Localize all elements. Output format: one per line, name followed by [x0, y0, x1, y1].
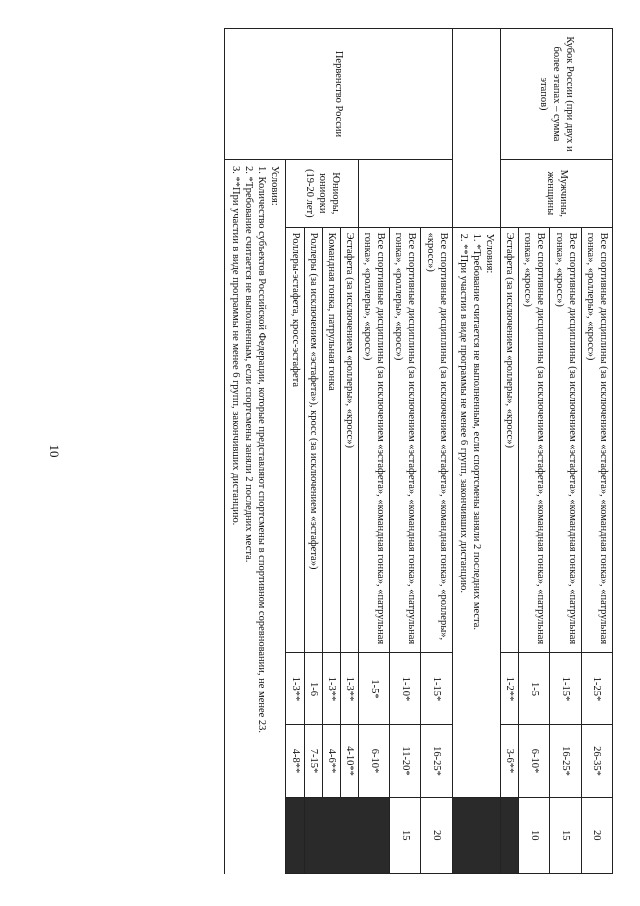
discipline-cell: Роллеры (за исключением «эстафета»), кросс (за исключением «эстафета») [304, 227, 322, 653]
shaded-cell [452, 797, 500, 873]
value-cell: 15 [550, 797, 581, 873]
group-label: Юниоры, юниорки (19-20 лет) [286, 160, 359, 228]
shaded-cell [304, 797, 390, 873]
places-cell: 1-3** [340, 653, 358, 725]
places-cell: 1-10* [390, 653, 421, 725]
page-number: 10 [47, 444, 62, 458]
discipline-cell: Роллеры-эстафета, кросс-эстафета [286, 227, 304, 653]
conditions-title: Условия: [484, 233, 496, 274]
group-label: Мужчины, женщины [501, 160, 613, 228]
table-row [421, 29, 452, 874]
discipline-cell: Все спортивные дисциплины (за исключением «эстафета», «командная гонка», «патрульная гонка», «роллеры», «кросс») [359, 227, 390, 653]
discipline-cell: Командная гонка, патрульная гонка [322, 227, 340, 653]
places-cell: 16-25* [421, 725, 452, 797]
conditions-championship [225, 160, 287, 874]
condition-line: 2. *Требование считается не выполненным, если спортсмены заняли 2 последних места. [243, 166, 255, 563]
value-cell: 10 [519, 797, 550, 873]
places-cell: 6-10* [359, 725, 390, 797]
discipline-cell: Все спортивные дисциплины (за исключением «эстафета», «командная гонка», «патрульная гонка», «кросс») [519, 227, 550, 653]
places-cell: 1-5* [359, 653, 390, 725]
places-cell: 16-25* [550, 725, 581, 797]
conditions-title: Условия: [269, 166, 281, 206]
places-cell: 4-6** [322, 725, 340, 797]
places-cell: 1-5 [519, 653, 550, 725]
qualification-table-sheet [93, 28, 613, 874]
condition-line: 2. **При участии в виде программы не менее 6 групп, закончивших дистанцию. [457, 233, 469, 593]
competition-name: Кубок России (при двух и более этапах – сумма этапов) [501, 29, 613, 160]
discipline-cell: Все спортивные дисциплины (за исключением «эстафета», «командная гонка», «патрульная гонка», «роллеры», «кросс») [390, 227, 421, 653]
conditions-cup [452, 227, 500, 797]
places-cell: 26-35* [581, 725, 612, 797]
places-cell: 1-25* [581, 653, 612, 725]
qualification-table [224, 28, 613, 874]
discipline-cell: Эстафета (за исключением «роллеры», «кросс») [340, 227, 358, 653]
blank-cell [452, 29, 500, 228]
discipline-cell: Все спортивные дисциплины (за исключением «эстафета», «командная гонка», «патрульная гонка», «роллеры», «кросс») [581, 227, 612, 653]
value-cell: 20 [581, 797, 612, 873]
places-cell: 11-20* [390, 725, 421, 797]
table-row [581, 29, 612, 874]
places-cell: 3-6** [501, 725, 519, 797]
value-cell: 15 [390, 797, 421, 873]
conditions-row [452, 29, 500, 874]
value-cell: 20 [421, 797, 452, 873]
places-cell: 6-10* [519, 725, 550, 797]
blank-cell [359, 160, 453, 228]
discipline-cell: Эстафета (за исключением «роллеры», «кросс») [501, 227, 519, 653]
places-cell: 4-10** [340, 725, 358, 797]
places-cell: 1-6 [304, 653, 322, 725]
places-cell: 7-15* [304, 725, 322, 797]
condition-line: 1. *Требование считается не выполненным, если спортсмены заняли 2 последних места. [471, 233, 482, 631]
places-cell: 1-15* [421, 653, 452, 725]
condition-line: 3. **При участии в виде программы не менее 6 групп, закончивших дистанцию. [230, 166, 242, 526]
places-cell: 1-3** [322, 653, 340, 725]
discipline-cell: Все спортивные дисциплины (за исключением «эстафета», «командная гонка», «роллеры», «кросс») [421, 227, 452, 653]
discipline-cell: Все спортивные дисциплины (за исключением «эстафета», «командная гонка», «патрульная гонка», «кросс») [550, 227, 581, 653]
competition-name: Первенство России [225, 29, 453, 160]
places-cell: 1-3** [286, 653, 304, 725]
places-cell: 1-2** [501, 653, 519, 725]
shaded-cell [501, 797, 519, 873]
places-cell: 1-15* [550, 653, 581, 725]
condition-line: 1. Количество субъектов Российской Федерации, которые представляют спортсмены в спортивном соревновании, не менее 23. [256, 166, 268, 734]
shaded-cell [286, 797, 304, 873]
places-cell: 4-8** [286, 725, 304, 797]
